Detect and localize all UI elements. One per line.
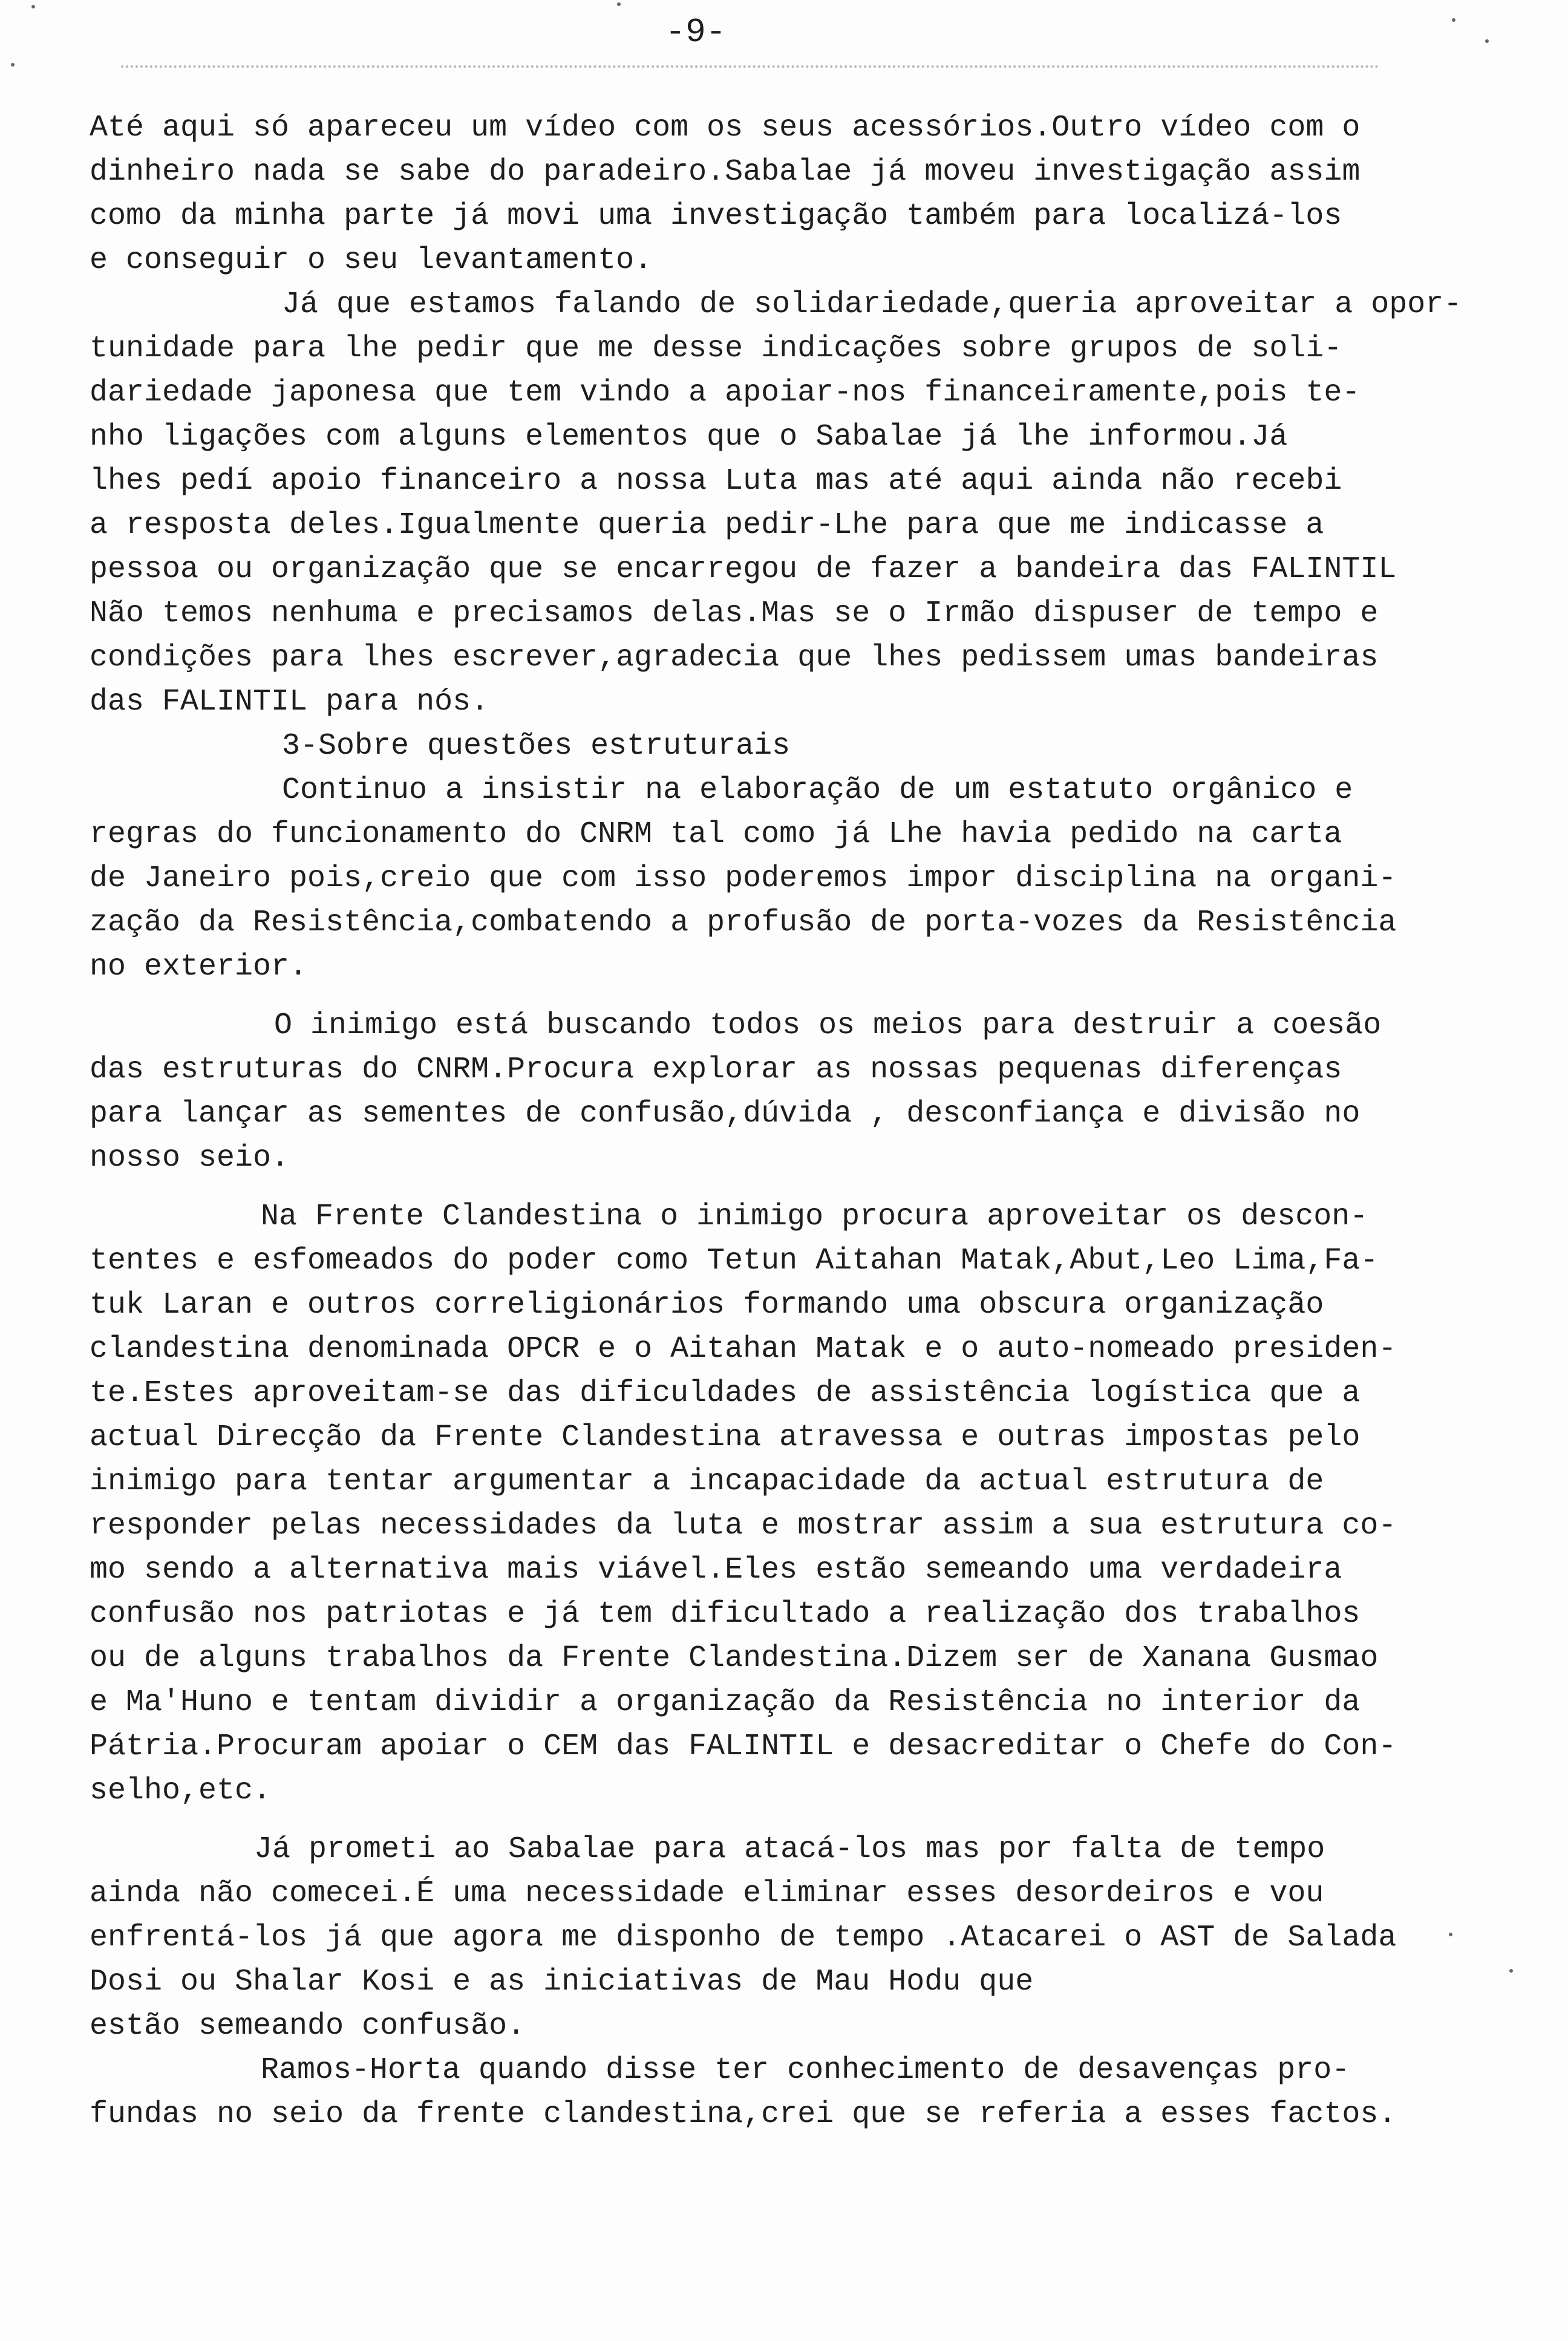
scan-speck bbox=[1509, 1969, 1513, 1973]
text-line: O inimigo está buscando todos os meios para destruir a coesão bbox=[274, 1008, 1382, 1043]
text-line: selho,etc. bbox=[90, 1774, 272, 1808]
text-line: te.Estes aproveitam-se das dificuldades de assistência logística que a bbox=[90, 1376, 1361, 1411]
text-line: regras do funcionamento do CNRM tal como já Lhe havia pedido na carta bbox=[90, 817, 1342, 852]
text-line: das estruturas do CNRM.Procura explorar as nossas pequenas diferenças bbox=[90, 1053, 1342, 1087]
section-heading: 3-Sobre questões estruturais bbox=[282, 729, 791, 763]
text-line: Pátria.Procuram apoiar o CEM das FALINTIL e desacreditar o Chefe do Con- bbox=[90, 1729, 1397, 1764]
text-line: nosso seio. bbox=[90, 1141, 290, 1175]
text-line: lhes pedí apoio financeiro a nossa Luta mas até aqui ainda não recebi bbox=[90, 464, 1342, 498]
text-line: a resposta deles.Igualmente queria pedir-Lhe para que me indicasse a bbox=[90, 508, 1324, 543]
paragraph-statute bbox=[90, 768, 1481, 989]
text-line: como da minha parte já movi uma investigação também para localizá-los bbox=[90, 199, 1342, 233]
header-dotted-rule bbox=[121, 65, 1379, 68]
text-line: clandestina denominada OPCR e o Aitahan Matak e o auto-nomeado presiden- bbox=[90, 1332, 1397, 1366]
text-line: estão semeando confusão. bbox=[90, 2009, 526, 2043]
text-line: actual Direcção da Frente Clandestina atravessa e outras impostas pelo bbox=[90, 1420, 1361, 1455]
text-line: Dosi ou Shalar Kosi e as iniciativas de Mau Hodu que bbox=[90, 1965, 1034, 1999]
scan-speck bbox=[1452, 18, 1455, 22]
text-line: Já que estamos falando de solidariedade,queria aproveitar a opor- bbox=[282, 287, 1462, 322]
paragraph-promise-attack bbox=[90, 1827, 1481, 2048]
paragraph-gap bbox=[90, 1180, 1481, 1195]
text-line: dinheiro nada se sabe do paradeiro.Sabalae já moveu investigação assim bbox=[90, 155, 1361, 189]
text-line: dariedade japonesa que tem vindo a apoiar-nos financeiramente,pois te- bbox=[90, 376, 1361, 410]
text-line: tunidade para lhe pedir que me desse indicações sobre grupos de soli- bbox=[90, 331, 1342, 366]
text-line: nho ligações com alguns elementos que o Sabalae já lhe informou.Já bbox=[90, 420, 1288, 454]
text-line: de Janeiro pois,creio que com isso poderemos impor disciplina na organi- bbox=[90, 861, 1397, 896]
text-line: Já prometi ao Sabalae para atacá-los mas por falta de tempo bbox=[254, 1832, 1325, 1867]
text-line: enfrentá-los já que agora me disponho de tempo .Atacarei o AST de Salada bbox=[90, 1921, 1397, 1955]
text-line: e conseguir o seu levantamento. bbox=[90, 243, 653, 278]
text-line: Continuo a insistir na elaboração de um estatuto orgânico e bbox=[282, 773, 1353, 808]
text-line: no exterior. bbox=[90, 950, 308, 984]
text-line: condições para lhes escrever,agradecia que lhes pedissem umas bandeiras bbox=[90, 641, 1379, 675]
section-heading-structural bbox=[90, 724, 1481, 768]
text-line: para lançar as sementes de confusão,dúvida , desconfiança e divisão no bbox=[90, 1097, 1361, 1131]
text-line: Na Frente Clandestina o inimigo procura aproveitar os descon- bbox=[261, 1200, 1368, 1234]
text-line: Ramos-Horta quando disse ter conhecimento de desavenças pro- bbox=[261, 2053, 1350, 2088]
paragraph-gap bbox=[90, 1813, 1481, 1827]
text-line: pessoa ou organização que se encarregou de fazer a bandeira das FALINTIL bbox=[90, 552, 1397, 587]
paragraph-ramos-horta bbox=[90, 2048, 1481, 2137]
text-line: tuk Laran e outros correligionários formando uma obscura organização bbox=[90, 1288, 1324, 1322]
text-line: ou de alguns trabalhos da Frente Clandestina.Dizem ser de Xanana Gusmao bbox=[90, 1641, 1379, 1676]
text-line: responder pelas necessidades da luta e mostrar assim a sua estrutura co- bbox=[90, 1509, 1397, 1543]
text-line: zação da Resistência,combatendo a profusão de porta-vozes da Resistência bbox=[90, 906, 1397, 940]
text-line: Não temos nenhuma e precisamos delas.Mas se o Irmão dispuser de tempo e bbox=[90, 596, 1379, 631]
scan-speck bbox=[1449, 1933, 1452, 1936]
text-line: Até aqui só apareceu um vídeo com os seus acessórios.Outro vídeo com o bbox=[90, 111, 1361, 145]
text-line: fundas no seio da frente clandestina,crei que se referia a esses factos. bbox=[90, 2097, 1397, 2132]
text-line: e Ma'Huno e tentam dividir a organização da Resistência no interior da bbox=[90, 1685, 1361, 1720]
text-line: inimigo para tentar argumentar a incapacidade da actual estrutura de bbox=[90, 1464, 1324, 1499]
text-line: tentes e esfomeados do poder como Tetun Aitahan Matak,Abut,Leo Lima,Fa- bbox=[90, 1244, 1379, 1278]
paragraph-clandestine-front bbox=[90, 1195, 1481, 1813]
paragraph-solidarity bbox=[90, 282, 1481, 724]
text-line: confusão nos patriotas e já tem dificultado a realização dos trabalhos bbox=[90, 1597, 1361, 1631]
paragraph-gap bbox=[90, 989, 1481, 1004]
scan-speck bbox=[31, 5, 35, 8]
letter-body bbox=[90, 106, 1481, 2137]
paragraph-enemy-cohesion bbox=[90, 1004, 1481, 1180]
scan-speck bbox=[1485, 39, 1489, 43]
text-line: mo sendo a alternativa mais viável.Eles estão semeando uma verdadeira bbox=[90, 1553, 1342, 1587]
page-number: -9- bbox=[665, 13, 727, 51]
text-line: ainda não comecei.É uma necessidade eliminar esses desordeiros e vou bbox=[90, 1876, 1324, 1911]
scan-speck bbox=[617, 2, 621, 6]
scan-speck bbox=[11, 63, 15, 67]
paragraph-video-search bbox=[90, 106, 1481, 282]
text-line: das FALINTIL para nós. bbox=[90, 685, 489, 719]
